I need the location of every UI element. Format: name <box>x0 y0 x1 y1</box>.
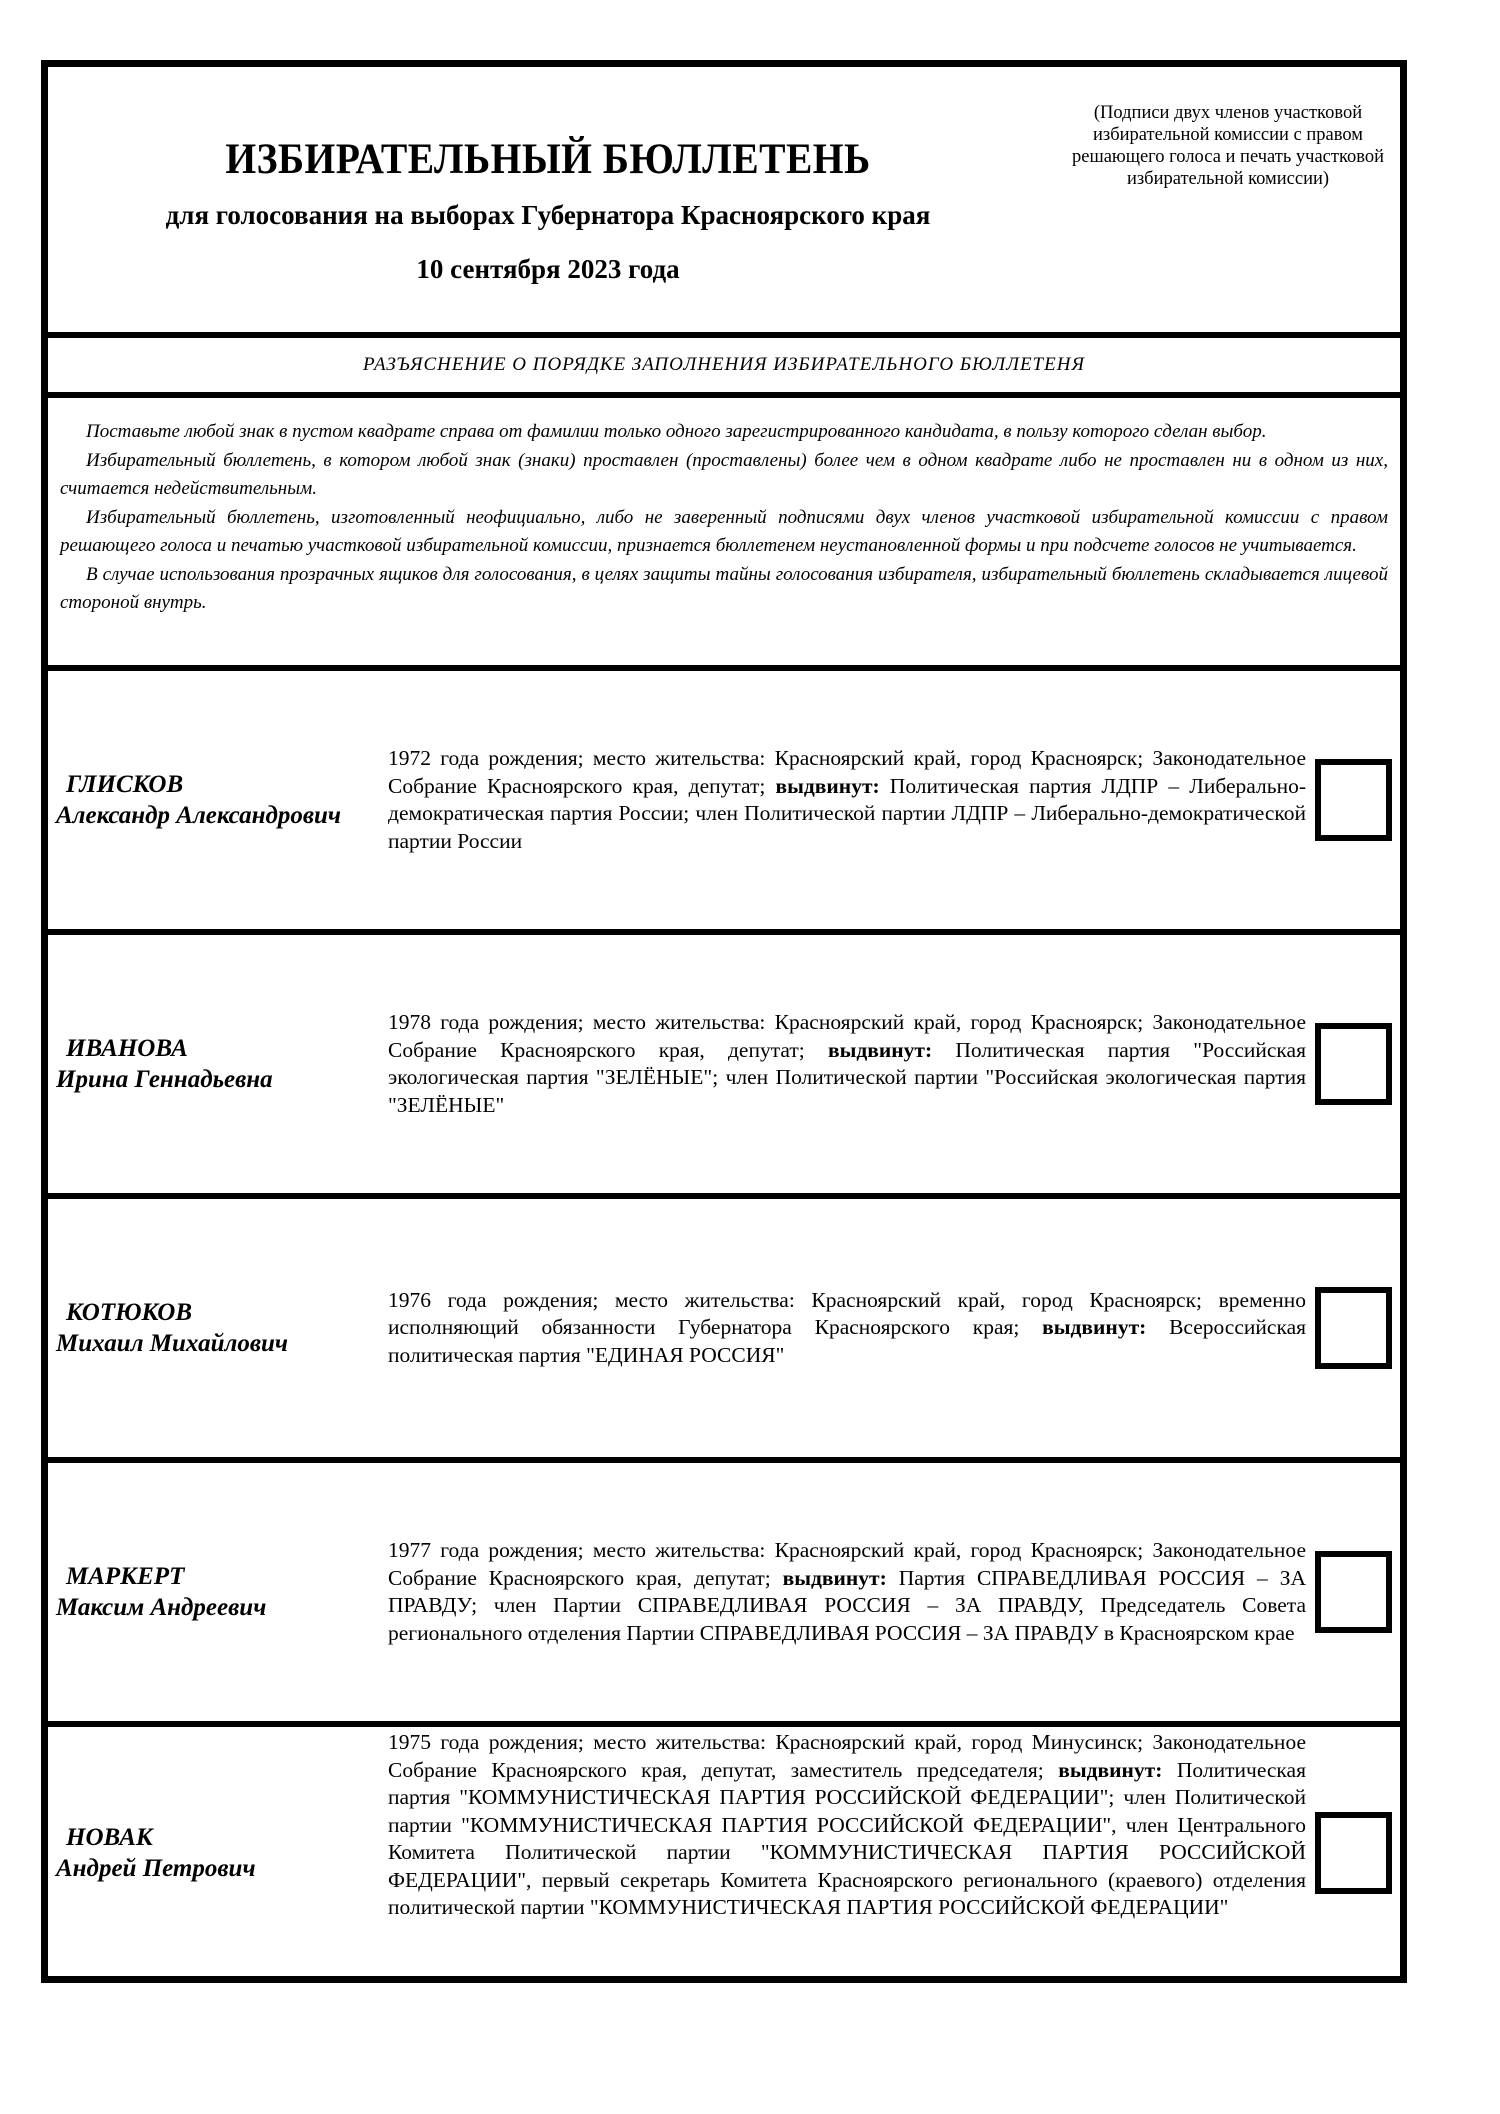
candidate-given-names: Максим Андреевич <box>56 1594 267 1621</box>
description-text: 1977 года рождения; место жительства: Красноярский край, город Красноярск; Законодательное Собрание Красноярского края, депутат; <box>388 1538 1306 1590</box>
candidate-description <box>388 1009 1306 1119</box>
description-text: Политическая партия "Российская экологическая партия "ЗЕЛЁНЫЕ"; член Политической партии "Российская экологическая партия "ЗЕЛЁНЫЕ" <box>388 1037 1306 1117</box>
nominated-label: выдвинут: <box>1042 1315 1147 1340</box>
candidate-row <box>48 1727 1400 1979</box>
candidate-surname: ИВАНОВА <box>66 1035 188 1062</box>
instruction-paragraph: В случае использования прозрачных ящиков для голосования, в целях защиты тайны голосования избирателя, избирательный бюллетень складывается лицевой стороной внутрь. <box>60 563 1388 613</box>
vote-checkbox[interactable] <box>1315 1551 1392 1633</box>
candidate-surname: ГЛИСКОВ <box>66 771 184 798</box>
candidate-name <box>56 1463 396 1721</box>
description-text: Партия СПРАВЕДЛИВАЯ РОССИЯ – ЗА ПРАВДУ; член Партии СПРАВЕДЛИВАЯ РОССИЯ – ЗА ПРАВДУ, Председатель Совета регионального отделения Партии СПРАВЕДЛИВАЯ РОССИЯ – ЗА ПРАВДУ в Красноярском крае <box>388 1565 1306 1645</box>
candidate-name <box>56 935 396 1193</box>
candidate-info-cell <box>388 671 1306 929</box>
instructions-block <box>48 398 1400 671</box>
candidate-info-cell <box>388 935 1306 1193</box>
vote-checkbox[interactable] <box>1315 1812 1392 1894</box>
vote-checkbox[interactable] <box>1315 759 1392 841</box>
candidate-info-cell <box>388 1727 1306 1979</box>
nominated-label: выдвинут: <box>782 1565 887 1590</box>
instruction-paragraph: Поставьте любой знак в пустом квадрате справа от фамилии только одного зарегистрированного кандидата, в пользу которого сделан выбор. <box>86 421 1267 442</box>
candidate-row <box>48 1199 1400 1463</box>
candidate-list <box>48 671 1400 1979</box>
nominated-label: выдвинут: <box>775 773 880 798</box>
instructions-heading: РАЗЪЯСНЕНИЕ О ПОРЯДКЕ ЗАПОЛНЕНИЯ ИЗБИРАТЕЛЬНОГО БЮЛЛЕТЕНЯ <box>48 338 1400 398</box>
candidate-row <box>48 935 1400 1199</box>
candidate-surname: КОТЮКОВ <box>66 1299 193 1326</box>
description-text: Политическая партия ЛДПР – Либерально-демократическая партия России; член Политической партии ЛДПР – Либерально-демократической партии России <box>388 773 1306 853</box>
candidate-description <box>388 745 1306 855</box>
ballot-form <box>41 60 1407 1983</box>
candidate-surname: МАРКЕРТ <box>66 1563 185 1590</box>
description-text: Всероссийская политическая партия "ЕДИНАЯ РОССИЯ" <box>388 1315 1306 1367</box>
candidate-row <box>48 1463 1400 1727</box>
ballot-title: ИЗБИРАТЕЛЬНЫЙ БЮЛЛЕТЕНЬ <box>225 136 871 183</box>
ballot-subtitle: для голосования на выборах Губернатора Красноярского края <box>165 200 931 230</box>
instruction-paragraph: Избирательный бюллетень, в котором любой знак (знаки) проставлен (проставлены) более чем в одном квадрате либо не проставлен ни в одном из них, считается недействительным. <box>60 449 1388 499</box>
nominated-label: выдвинут: <box>1058 1757 1163 1782</box>
candidate-row <box>48 671 1400 935</box>
candidate-name <box>56 1727 396 1979</box>
candidate-description <box>388 1287 1306 1370</box>
candidate-info-cell <box>388 1199 1306 1457</box>
description-text: 1975 года рождения; место жительства: Красноярский край, город Минусинск; Законодательное Собрание Красноярского края, депутат, заместитель председателя; <box>388 1730 1306 1782</box>
ballot-header <box>48 67 1400 338</box>
candidate-info-cell <box>388 1463 1306 1721</box>
candidate-given-names: Александр Александрович <box>56 802 342 829</box>
description-text: 1972 года рождения; место жительства: Красноярский край, город Красноярск; Законодательное Собрание Красноярского края, депутат; <box>388 746 1306 798</box>
candidate-name <box>56 671 396 929</box>
description-text: 1978 года рождения; место жительства: Красноярский край, город Красноярск; Законодательное Собрание Красноярского края, депутат; <box>388 1010 1306 1062</box>
nominated-label: выдвинут: <box>827 1037 933 1062</box>
candidate-surname: НОВАК <box>66 1824 153 1851</box>
description-text: Политическая партия "КОММУНИСТИЧЕСКАЯ ПАРТИЯ РОССИЙСКОЙ ФЕДЕРАЦИИ"; член Политической партии "КОММУНИСТИЧЕСКАЯ ПАРТИЯ РОССИЙСКОЙ ФЕДЕРАЦИИ", член Центрального Комитета Политической партии "КОММУНИСТИЧЕСКАЯ ПАРТИЯ РОССИЙСКОЙ ФЕДЕРАЦИИ", первый секретарь Комитета Красноярского регионального (краевого) отделения политической партии "КОММУНИСТИЧЕСКАЯ ПАРТИЯ РОССИЙСКОЙ ФЕДЕРАЦИИ" <box>388 1757 1306 1919</box>
candidate-name <box>56 1199 396 1457</box>
candidate-description <box>388 1537 1306 1647</box>
candidate-given-names: Андрей Петрович <box>56 1855 256 1882</box>
election-date: 10 сентября 2023 года <box>416 254 680 284</box>
signature-stamp-note: (Подписи двух членов участковой избирательной комиссии с правом решающего голоса и печать участковой избирательной комиссии) <box>1071 103 1385 189</box>
vote-checkbox[interactable] <box>1315 1287 1392 1369</box>
vote-checkbox[interactable] <box>1315 1023 1392 1105</box>
candidate-given-names: Ирина Геннадьевна <box>56 1066 273 1093</box>
description-text: 1976 года рождения; место жительства: Красноярский край, город Красноярск; временно исполняющий обязанности Губернатора Красноярского края; <box>388 1287 1306 1340</box>
candidate-description <box>388 1729 1306 1922</box>
candidate-given-names: Михаил Михайлович <box>56 1330 289 1357</box>
instruction-paragraph: Избирательный бюллетень, изготовленный неофициально, либо не заверенный подписями двух членов участковой избирательной комиссии с правом решающего голоса и печатью участковой избирательной комиссии, признается бюллетенем неустановленной формы и при подсчете голосов не учитывается. <box>60 506 1388 556</box>
